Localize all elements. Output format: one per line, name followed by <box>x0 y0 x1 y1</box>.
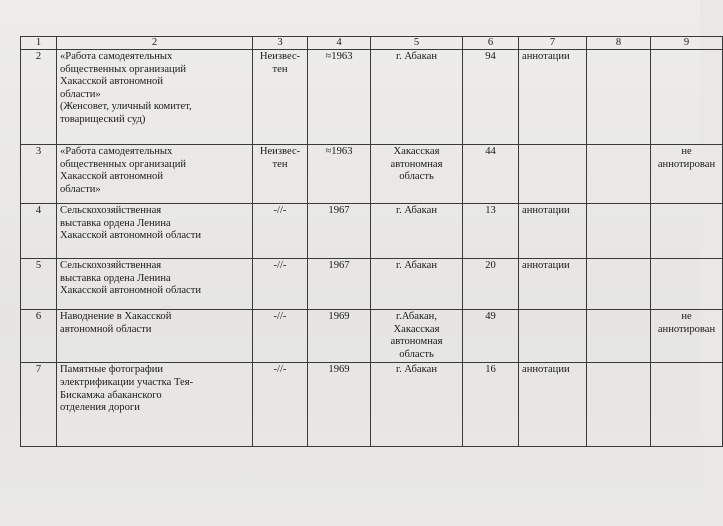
photo-registry-table <box>20 36 723 447</box>
title-line: (Женсовет, уличный комитет, <box>60 101 192 113</box>
title-cell <box>57 204 253 259</box>
row-number-cell <box>21 310 57 363</box>
year-cell <box>308 204 371 259</box>
note-cell <box>651 363 723 447</box>
place-line: г. Абакан <box>395 364 437 376</box>
year-value: 1967 <box>328 205 350 216</box>
row-number-cell <box>21 50 57 145</box>
title-line: области» <box>60 88 101 100</box>
col8-cell <box>587 204 651 259</box>
annotation-cell <box>519 363 587 447</box>
author-line: Неизвес- <box>259 51 301 62</box>
note-cell <box>651 259 723 310</box>
annotation-cell <box>519 310 587 363</box>
row-number-cell <box>21 259 57 310</box>
author-cell <box>253 310 308 363</box>
count-value: 94 <box>485 51 496 62</box>
title-line: Памятные фотографии <box>60 364 164 376</box>
place-line: автономная <box>390 158 443 170</box>
title-line: Хакасской автономной области <box>60 285 202 297</box>
place-line: автономная <box>390 336 443 348</box>
header-row <box>21 37 723 50</box>
title-cell <box>57 310 253 363</box>
year-cell <box>308 310 371 363</box>
author-cell <box>253 259 308 310</box>
note-line: не <box>681 146 692 157</box>
title-line: «Работа самодеятельных <box>60 51 173 62</box>
row-number: 3 <box>35 146 42 157</box>
annotation-cell <box>519 50 587 145</box>
author-cell <box>253 204 308 259</box>
table-row <box>21 145 723 204</box>
year-value: 1967 <box>328 260 350 271</box>
author-line: Неизвес- <box>259 146 301 157</box>
note-line: аннотирован <box>657 158 716 170</box>
table-row <box>21 363 723 447</box>
author-line: -//- <box>273 364 287 376</box>
col8-cell <box>587 259 651 310</box>
note-cell <box>651 310 723 363</box>
count-value: 20 <box>485 260 496 271</box>
place-line: область <box>399 171 434 183</box>
title-cell <box>57 363 253 447</box>
year-value: ≈1963 <box>325 51 353 62</box>
col8-cell <box>587 145 651 204</box>
title-line: «Работа самодеятельных <box>60 146 173 157</box>
place-line: Хакасская <box>393 146 440 157</box>
place-line: г. Абакан <box>395 260 437 271</box>
place-line: область <box>399 348 434 360</box>
col8-cell <box>587 363 651 447</box>
author-line: -//- <box>273 205 287 216</box>
row-number: 6 <box>35 311 42 322</box>
count-value: 13 <box>485 205 496 216</box>
title-line: товарищеский суд) <box>60 113 146 125</box>
count-cell <box>463 259 519 310</box>
col8-cell <box>587 310 651 363</box>
count-value: 44 <box>485 146 496 157</box>
header-cell-6: 6 <box>463 37 519 50</box>
row-number: 2 <box>35 51 42 62</box>
row-number-cell <box>21 204 57 259</box>
year-value: 1969 <box>328 364 350 376</box>
header-cell-8: 8 <box>587 37 651 50</box>
annotation-value: аннотации <box>522 260 570 271</box>
header-cell-1: 1 <box>21 37 57 50</box>
title-line: Хакасской автономной <box>60 171 163 183</box>
title-line: электрификации участка Тея- <box>60 376 194 388</box>
annotation-value: аннотации <box>522 364 570 376</box>
count-cell <box>463 145 519 204</box>
year-value: 1969 <box>328 311 350 322</box>
year-value: ≈1963 <box>325 146 353 157</box>
title-line: общественных организаций <box>60 63 187 75</box>
author-cell <box>253 363 308 447</box>
title-line: автономной области <box>60 323 152 335</box>
title-line: Сельскохозяйственная <box>60 205 162 216</box>
place-line: г.Абакан, <box>395 311 437 322</box>
place-cell <box>371 50 463 145</box>
year-cell <box>308 259 371 310</box>
title-line: отделения дороги <box>60 402 140 414</box>
table-body <box>21 50 723 447</box>
count-value: 49 <box>485 311 496 322</box>
title-line: Хакасской автономной области <box>60 230 202 242</box>
annotation-cell <box>519 145 587 204</box>
table-row <box>21 50 723 145</box>
year-cell <box>308 50 371 145</box>
header-cell-4: 4 <box>308 37 371 50</box>
count-cell <box>463 204 519 259</box>
annotation-value: аннотации <box>522 51 570 62</box>
count-cell <box>463 310 519 363</box>
header-cell-5: 5 <box>371 37 463 50</box>
header-cell-3: 3 <box>253 37 308 50</box>
author-line: тен <box>272 158 288 170</box>
year-cell <box>308 145 371 204</box>
title-cell <box>57 145 253 204</box>
title-line: Хакасской автономной <box>60 76 163 88</box>
title-cell <box>57 50 253 145</box>
place-cell <box>371 259 463 310</box>
annotation-cell <box>519 259 587 310</box>
annotation-value: аннотации <box>522 205 570 216</box>
place-line: г. Абакан <box>395 51 437 62</box>
author-line: -//- <box>273 260 287 271</box>
row-number: 4 <box>35 205 42 216</box>
title-line: общественных организаций <box>60 158 187 170</box>
note-cell <box>651 145 723 204</box>
row-number-cell <box>21 363 57 447</box>
place-cell <box>371 145 463 204</box>
note-cell <box>651 50 723 145</box>
note-line: аннотирован <box>657 323 716 335</box>
title-line: выставка ордена Ленина <box>60 217 171 229</box>
header-cell-7: 7 <box>519 37 587 50</box>
title-cell <box>57 259 253 310</box>
place-cell <box>371 310 463 363</box>
row-number-cell <box>21 145 57 204</box>
note-cell <box>651 204 723 259</box>
title-line: области» <box>60 183 101 195</box>
title-line: Бискамжа абаканского <box>60 389 162 401</box>
author-cell <box>253 50 308 145</box>
place-cell <box>371 204 463 259</box>
count-cell <box>463 363 519 447</box>
place-cell <box>371 363 463 447</box>
title-line: выставка ордена Ленина <box>60 272 171 284</box>
table-row <box>21 310 723 363</box>
header-cell-9: 9 <box>651 37 723 50</box>
header-cell-2: 2 <box>57 37 253 50</box>
annotation-cell <box>519 204 587 259</box>
table-row <box>21 259 723 310</box>
col8-cell <box>587 50 651 145</box>
title-line: Наводнение в Хакасской <box>60 311 172 322</box>
year-cell <box>308 363 371 447</box>
count-value: 16 <box>485 364 496 376</box>
title-line: Сельскохозяйственная <box>60 260 162 271</box>
count-cell <box>463 50 519 145</box>
author-line: -//- <box>273 311 287 322</box>
place-line: г. Абакан <box>395 205 437 216</box>
row-number: 5 <box>35 260 42 271</box>
author-line: тен <box>272 63 288 75</box>
author-cell <box>253 145 308 204</box>
row-number: 7 <box>35 364 42 376</box>
note-line: не <box>681 311 692 322</box>
table-row <box>21 204 723 259</box>
place-line: Хакасская <box>393 323 440 335</box>
